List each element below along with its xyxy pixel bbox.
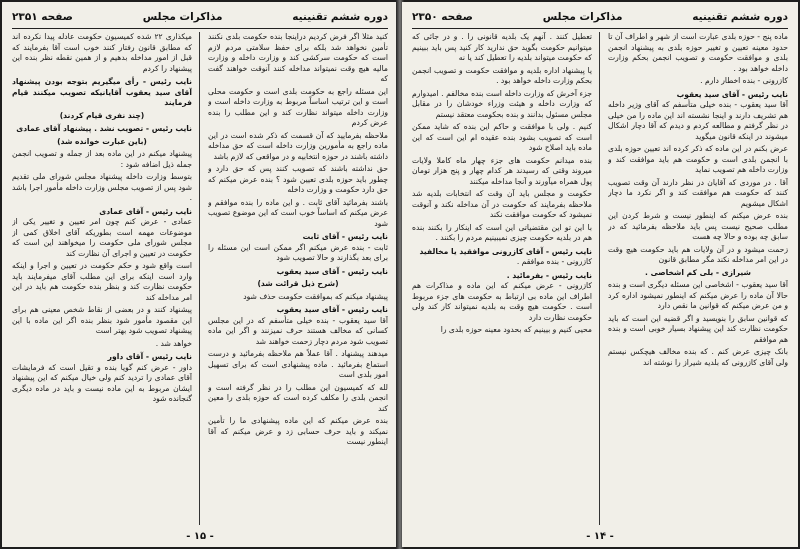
paragraph: که قوانین سابق را بنویسید و اگر قضیه این است که باید حکومت نظارت کند این پیشنهاد بسیار خوبی است و بنده هم موافقم — [608, 313, 788, 344]
left-page — [2, 2, 398, 547]
paragraph: آقا سید یعقوب - بنده خیلی متأسفم که در این مجلس کسانی که مخالف هستند حرف نمیزنند و اگر این ماده تصویب شود مردم دچار زحمت خواهند شد — [208, 315, 388, 346]
speaker-line: نایب رئیس - آقای عمادی — [99, 206, 192, 216]
paragraph: حق نداشته باشند که تصویب کنند پس که حق دارد و چطور باید حوزه بلدی تعیین شود ؟ بنده عرض میکنم که حق دارد حکومت و وزارت داخله — [208, 164, 388, 194]
paragraph: بنده عرض میکنم که این ماده پیشنهادی ما را تأمین نمیکند و باید حرف حسابی زد و عرض میکنم که آقا اینطور نیست — [208, 416, 388, 446]
paragraph: پیشنهاد میکنم در این ماده بعد از جمله و تصویب انجمن جمله ذیل اضافه شود : — [12, 149, 192, 169]
paragraph: ملاحظه بفرمایید که آن قسمت که ذکر شده است در این ماده راجع به مأمورین وزارت داخله است که حق مداخله داشته باشند در حوزه انتخابیه و در مواقعی که لازم باشد — [208, 130, 388, 161]
column-divider — [599, 32, 600, 525]
stage-note: (باین عبارت خوانده شد) — [57, 136, 147, 146]
speaker-line: نایب رئیس - تصویب نشد . پیشنهاد آقای عمادی — [16, 124, 192, 133]
paragraph: با این تو این مقتضیاتی این است که اینکار را بکنند بنده هم در بلدیه حکومت چیزی نمیبینیم مردم را بکنند . — [412, 222, 592, 242]
column-divider — [199, 32, 200, 525]
paragraph: کازرونی - عرض میکنم که این ماده و مذاکرات هم اطراف این ماده بی ارتباط به حکومت های جزء مربوط است . حکومت هیچ وقت به بلدیه نمیتواند کار کند ولی حکومت نظارت دارد — [412, 281, 592, 322]
paragraph: یا پیشنهاد اداره بلدیه و موافقت حکومت و تصویب انجمن بحکم وزارت داخله خواهد بود . — [412, 65, 592, 85]
speaker-line: نایب رئیس - آقای سید یعقوب — [676, 89, 788, 99]
paragraph: پیشنهاد کنند و در بعضی از نقاط شخص معینی هم برای این مقصود مأمور شود بنظر بنده اگر این ماده با این پیشنهاد تصویب شود بهتر است — [12, 305, 192, 335]
stage-note: (چند نفری قیام کردند) — [59, 110, 145, 120]
paragraph: بتوسط وزارت داخله پیشنهاد مجلس شورای ملی تقدیم شود پس از تصویب مجلس وزارت داخله مأمور اجرا باشد . — [12, 172, 192, 202]
speaker-line: نایب رئیس - آقای سید یعقوب — [276, 305, 388, 314]
header-title: مذاکرات مجلس — [542, 11, 623, 23]
page-footer-number: - ۱۴ - — [586, 531, 614, 542]
speaker-line: نایب رئیس - آقای کازرونی موافقید یا مخالفید — [419, 246, 592, 256]
stage-note: شیرازی - بلی کم اشخاصی . — [645, 267, 751, 277]
paragraph: پیشنهاد میکنم که بموافقت حکومت حذف شود — [243, 291, 388, 301]
right-page — [402, 2, 798, 547]
paragraph: آقا . در موردی که آقایان در نظر دارند آن وقت تصویب کنند که حکومت هم موافقت کند و اگر نکرد ما دچار اشکال میشویم — [608, 177, 788, 208]
paragraph: ثابت - بنده عرض میکنم اگر ممکن است این مسئله را برای بعد بگذارند و حالا تصویب شود — [208, 242, 388, 262]
paragraph: محیی کنیم و بیینیم که بحدود معینه حوزه بلدی را — [440, 325, 592, 334]
paragraph: بنده عرض میکنم که اینطور نیست و شرط کردن این مطلب صحیح نیست پس باید ملاحظه بفرمائید که در سابق چه بوده و حالا چه هست — [608, 211, 788, 241]
paragraph: آقا سید یعقوب - اشخاصی این مسئله دیگری است و بنده حالا آن ماده را عرض میکنم که اینطور نمیشود اداره کرد و من عرض میکنم که قوانین ما نقص دارد — [608, 280, 788, 310]
paragraph: آقا سید یعقوب - بنده خیلی متأسفم که آقای وزیر داخله هم تشریف دارند و اینجا نشسته اند این ماده را من خیلی در نظر گرفتم و مطالعه کردم و دیدم که آقا دچار اشکال میشوند در اینکه قانون میگوید — [608, 100, 788, 141]
paragraph: داور - عرض کنم گویا بنده و تقیل است که فرمایشات آقای عمادی را تردید کنم ولی خیال میکنم که این پیشنهاد ایشان مربوط به این ماده نیست و باید در ماده دیگری گنجانده شود — [12, 362, 192, 403]
paragraph: لله که کمیسیون این مطلب را در نظر گرفته است و انجمن بلدی را مکلف کرده است که حوزه بلدی را معین کند — [208, 382, 388, 413]
header-session: دوره ششم تقنینیه — [292, 11, 388, 23]
page-header — [412, 6, 788, 29]
paragraph: تعطیل کنند . آنهم یک بلدیه قانونی را . و در جائی که میتوانیم حکومت بگوید حق ندارید کار کنید پس باید ببینیم که حکومت میتواند بلدیه را تعطیل کند یا نه — [412, 32, 592, 62]
paragraph: کنیم . ولی با موافقت و حاکم این بنده که شاید ممکن است که تصویب بشود بنده عقیده ام این است که این ماده باید اصلاح شود — [412, 122, 592, 152]
speaker-line: نایب رئیس - رأی میگیریم بتوجه بودن پیشنهاد آقای سید یعقوب آقایانیکه تصویب میکنند قیام فرمایند — [12, 77, 192, 107]
paragraph: جزء آخرش که وزارت داخله است بنده مخالفم . امیدوارم که وزارت داخله و هیئت وزراء خودشان را در مقابل مجلس مسئول بدانند و بنده بحکومت معتقد نیستم — [412, 88, 592, 119]
paragraph: این مسئله راجع به حکومت بلدی است و حکومت محلی است و این ترتیب اساساً مربوط به وزارت داخله است و وزارت داخله میتواند نظارت کند و این مطلب را بنده عرض کردم — [208, 86, 388, 127]
paragraph: میدهند پیشنهاد . آقا عملاً هم ملاحظه بفرمائید و درست استماع بفرمائید . ماده پیشنهادی است که برای تسهیل امور بلدی است — [208, 349, 388, 379]
stage-note: (شرح ذیل قرائت شد) — [257, 279, 339, 288]
paragraph: حکومت و مجلس باید آن وقت که انتخابات بلدیه شد ملاحظه بفرمایند که حکومت در آن مداخله نکند و آنوقت نمیشود که حکومت موافقت نکند — [412, 189, 592, 219]
paragraph: کازرونی - بنده موافقم . — [516, 257, 592, 266]
header-session: دوره ششم تقنینیه — [692, 11, 788, 23]
column-right — [208, 32, 388, 525]
paragraph: ماده پنج - حوزه بلدی عبارت است از شهر و اطراف آن تا حدود معینه تعیین و تغییر حوزه بلدی به پیشنهاد انجمن بلدی و موافقت حکومت و تصویب انجمن بحکم وزارت داخله خواهد بود . — [608, 32, 788, 73]
paragraph: است واقع شود و حکم حکومت در تعیین و اجرا و اینکه وارد است اینکه برای این مطلب آقای میفرمایند باید حکومت نظارت کند و بنظر بنده حکومت هم باید در این امر مداخله کند — [12, 261, 192, 302]
speaker-line: نایب رئیس - آقای داور — [107, 352, 192, 361]
column-left — [12, 32, 192, 525]
paragraph: عمادی - عرض کنم چون امر تعیین و تغییر یکی از موضوعات مهمه است بطوریکه آقای اخلاق کمی از مجلس شورای ملی حکومت را میخواهند این است که حکومت در تعیین و اجرای آن نظارت کند — [12, 217, 192, 258]
page-header — [12, 6, 388, 29]
paragraph: بانک چیزی عرض کنم . که بنده مخالف هیچکس نیستم ولی آقای کازرونی که بلدیه شیراز را نوشته اند — [608, 347, 788, 367]
header-page-number: صفحه ۲۳۵۰ — [412, 11, 473, 23]
speaker-line: نایب رئیس - آقای سید یعقوب — [276, 266, 388, 276]
paragraph: خواهد شد . — [155, 338, 192, 348]
paragraph: زحمت میشود و در آن ولایات هم باید حکومت هیچ وقت در این امر مداخله نکند مگر مطابق قانون — [608, 244, 788, 264]
column-left — [412, 32, 592, 525]
paragraph: باشند بفرمائید آقای ثابت . و این ماده را بنده موافقم و عرض میکنم که اساساً خوب است که این موضوع تصویب شود — [208, 197, 388, 228]
paragraph: کنید مثلا اگر فرض کردیم دراینجا بنده حکومت بلدی نکنند تأمین نخواهد شد بلکه برای حفظ سلامتی مردم لازم است که حکومت سرکشی کند و وزارت داخله و وزارت مالیه هیچ وقت نمیتواند مداخله کنند آنوقت خواهند گفت که — [208, 32, 388, 83]
paragraph: میکذاری ۲۲ شده کمیسیون حکومت عادله پیدا نکرده اند که مطابق قانون رفتار کنند خوب است آقا بفرمایند که قبل از امور مداخله بدهیم و از همین نقطه نظر بنده این پیشنهاد را کردم — [12, 32, 192, 73]
speaker-line: نایب رئیس - آقای ثابت — [302, 232, 388, 241]
header-page-number: صفحه ۲۳۵۱ — [12, 11, 73, 23]
column-right — [608, 32, 788, 525]
speaker-line: نایب رئیس - بفرمائید . — [506, 270, 592, 280]
paragraph: کازرونی - بنده اخطار دارم . — [700, 76, 788, 85]
page-footer-number: - ۱۵ - — [186, 531, 214, 542]
header-title: مذاکرات مجلس — [142, 11, 223, 23]
paragraph: بنده میدانم حکومت های جزء چهار ماه کاملا ولایات میروند وقتی که رسیدند هر کدام چهار و پنج هزار تومان پول همراه میآورند و آنجا مداخله میکنند — [412, 155, 592, 186]
paragraph: عرض بکنم در این ماده که ذکر کرده اند تعیین حوزه بلدی با انجمن بلدی است و حکومت هم باید موافقت کند و وزارت داخله هم تصویب نماید — [608, 144, 788, 174]
